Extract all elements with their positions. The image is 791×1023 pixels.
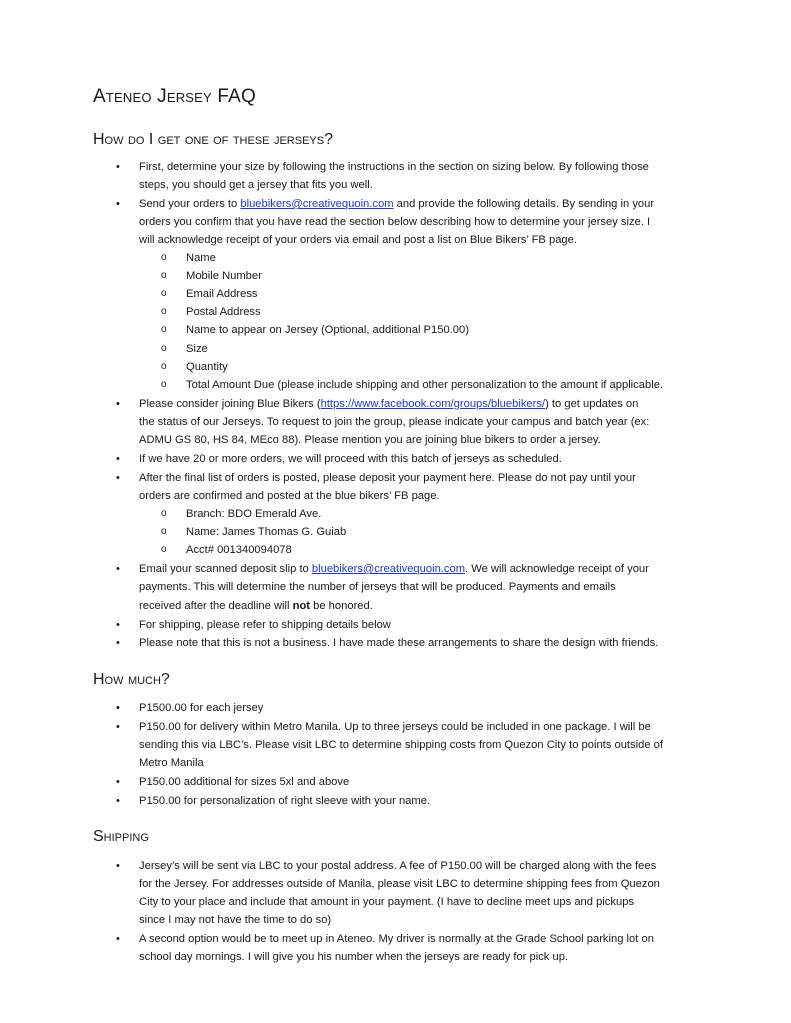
circle-bullet-icon: o	[161, 306, 167, 317]
text-line: Metro Manila	[139, 757, 204, 769]
circle-bullet-icon: o	[161, 361, 167, 372]
bullet-icon: •	[116, 398, 120, 410]
text-line: the status of our Jerseys. To request to join the group, please indicate your campus and batch year (ex:	[139, 416, 650, 428]
circle-bullet-icon: o	[161, 544, 167, 555]
text-line: Email your scanned deposit slip to bluebikers@creativequoin.com. We will acknowledge receipt of your	[139, 563, 649, 575]
text-line: After the final list of orders is posted, please deposit your payment here. Please do not pay until your	[139, 472, 636, 484]
text-line: payments. This will determine the number of jerseys that will be produced. Payments and emails	[139, 581, 616, 593]
list-item: Branch: BDO Emerald Ave.	[186, 508, 322, 520]
text-line: P150.00 for personalization of right sleeve with your name.	[139, 795, 431, 807]
text-line: A second option would be to meet up in Ateneo. My driver is normally at the Grade School parking lot on	[139, 933, 654, 945]
circle-bullet-icon: o	[161, 526, 167, 537]
text-line: If we have 20 or more orders, we will proceed with this batch of jerseys as scheduled.	[139, 453, 562, 465]
circle-bullet-icon: o	[161, 252, 167, 263]
text-line: school day mornings. I will give you his number when the jerseys are ready for pick up.	[139, 951, 569, 963]
text-line: for the Jersey. For addresses outside of Manila, please visit LBC to determine shipping fees from Quezon	[139, 878, 660, 890]
bullet-icon: •	[116, 161, 120, 173]
bullet-icon: •	[116, 702, 120, 714]
bullet-icon: •	[116, 933, 120, 945]
bullet-icon: •	[116, 776, 120, 788]
bullet-icon: •	[116, 795, 120, 807]
list-item: Name to appear on Jersey (Optional, additional P150.00)	[186, 324, 469, 336]
text-line: steps, you should get a jersey that fits you well.	[139, 179, 373, 191]
list-item: Size	[186, 343, 208, 355]
circle-bullet-icon: o	[161, 379, 167, 390]
text-line: P1500.00 for each jersey	[139, 702, 264, 714]
text-line: will acknowledge receipt of your orders via email and post a list on Blue Bikers’ FB page.	[139, 234, 577, 246]
list-item: Mobile Number	[186, 270, 262, 282]
text-line: Please note that this is not a business. I have made these arrangements to share the design with friends.	[139, 637, 659, 649]
section-heading-how-get: How do I get one of these jerseys?	[93, 131, 333, 148]
section-heading-how-much: How much?	[93, 671, 170, 688]
text-line: sending this via LBC’s. Please visit LBC to determine shipping costs from Quezon City to points outside of	[139, 739, 664, 751]
bullet-icon: •	[116, 860, 120, 872]
bullet-icon: •	[116, 637, 120, 649]
text-line: Please consider joining Blue Bikers (https://www.facebook.com/groups/bluebikers/) to get updates on	[139, 398, 639, 410]
circle-bullet-icon: o	[161, 508, 167, 519]
circle-bullet-icon: o	[161, 288, 167, 299]
list-item: Email Address	[186, 288, 258, 300]
text-line: Send your orders to bluebikers@creativequoin.com and provide the following details. By sending in your	[139, 198, 655, 210]
text-line: orders you confirm that you have read the section below describing how to determine your jersey size. I	[139, 216, 651, 228]
list-item: Total Amount Due (please include shipping and other personalization to the amount if applicable.	[186, 379, 664, 391]
text-line: P150.00 for delivery within Metro Manila. Up to three jerseys could be included in one package. I will be	[139, 721, 651, 733]
email-link[interactable]: bluebikers@creativequoin.com	[311, 563, 466, 575]
circle-bullet-icon: o	[161, 270, 167, 281]
list-item: Acct# 001340094078	[186, 544, 292, 556]
bullet-icon: •	[116, 721, 120, 733]
text-line: City to your place and include that amount in your payment. (I have to decline meet ups and pickups	[139, 896, 635, 908]
facebook-group-link[interactable]: https://www.facebook.com/groups/bluebikers/	[320, 398, 546, 410]
list-item: Quantity	[186, 361, 228, 373]
list-item: Name	[186, 252, 216, 264]
text-line: Jersey’s will be sent via LBC to your postal address. A fee of P150.00 will be charged along with the fees	[139, 860, 657, 872]
text-line: P150.00 additional for sizes 5xl and above	[139, 776, 350, 788]
bullet-icon: •	[116, 563, 120, 575]
list-item: Postal Address	[186, 306, 261, 318]
list-item: Name: James Thomas G. Guiab	[186, 526, 347, 538]
text-line: orders are confirmed and posted at the blue bikers’ FB page.	[139, 490, 440, 502]
text-line: received after the deadline will not be honored.	[139, 600, 373, 612]
circle-bullet-icon: o	[161, 343, 167, 354]
circle-bullet-icon: o	[161, 324, 167, 335]
text-line: For shipping, please refer to shipping details below	[139, 619, 391, 631]
bullet-icon: •	[116, 198, 120, 210]
text-line: since I may not have the time to do so)	[139, 914, 332, 926]
text-line: First, determine your size by following the instructions in the section on sizing below. By following those	[139, 161, 649, 173]
bullet-icon: •	[116, 453, 120, 465]
bullet-icon: •	[116, 472, 120, 484]
email-link[interactable]: bluebikers@creativequoin.com	[240, 198, 394, 210]
text-line: ADMU GS 80, HS 84, MEco 88). Please mention you are joining blue bikers to order a jersey.	[139, 434, 601, 446]
section-heading-shipping: Shipping	[93, 828, 149, 845]
page-title: Ateneo Jersey FAQ	[93, 86, 256, 107]
bullet-icon: •	[116, 619, 120, 631]
